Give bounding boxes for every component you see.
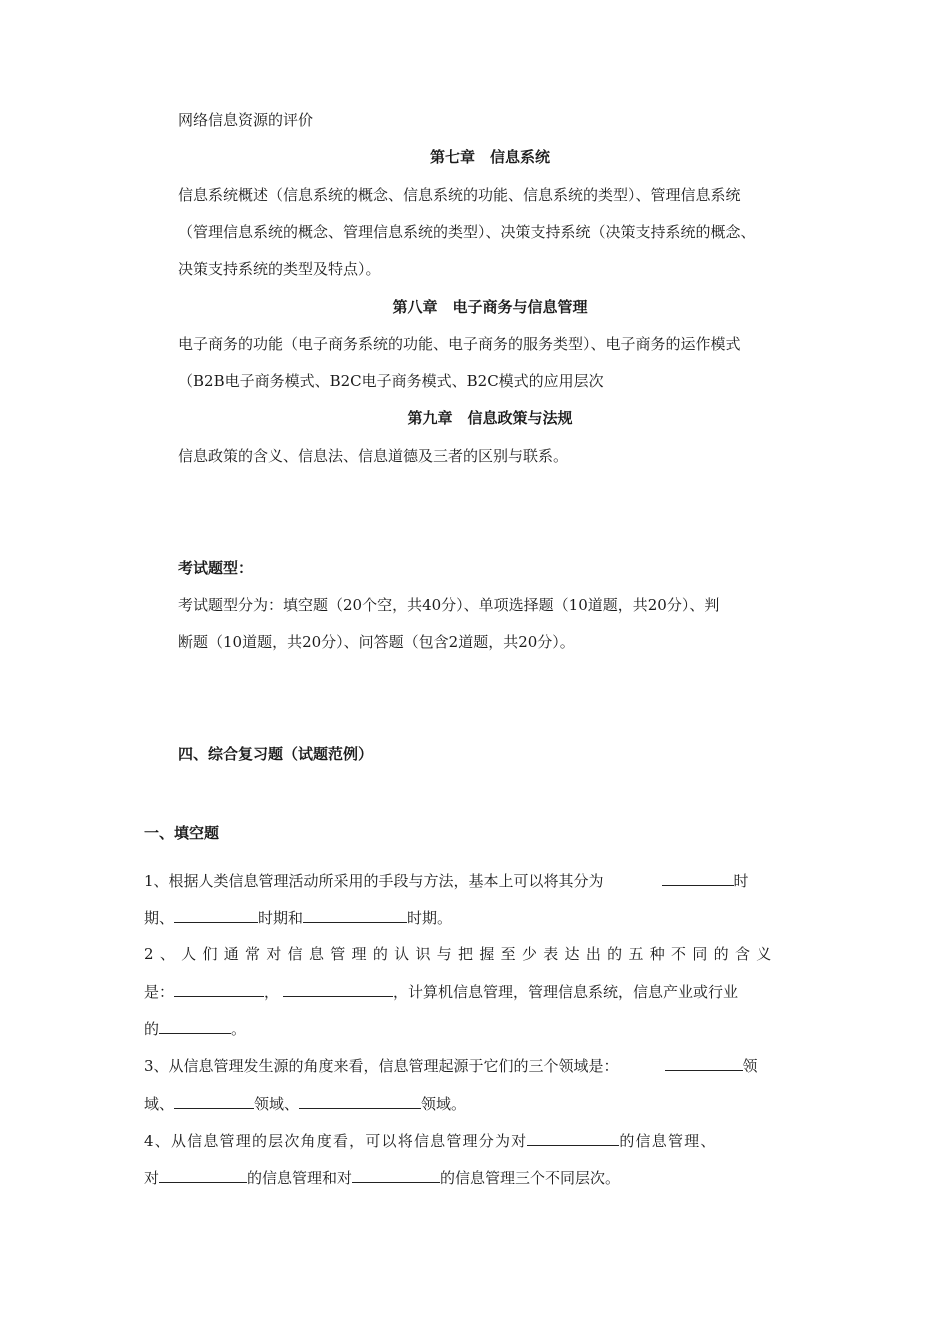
question-text: 领域。 bbox=[421, 1095, 467, 1113]
question-text: 的信息管理和对 bbox=[247, 1169, 353, 1187]
answer-blank bbox=[527, 1129, 619, 1146]
question-text: 。 bbox=[231, 1020, 247, 1038]
chapter-8-title: 第八章 电子商务与信息管理 bbox=[392, 298, 588, 316]
question-text: 的 bbox=[144, 1020, 160, 1038]
question-text: 3、从信息管理发生源的角度来看，信息管理起源于它们的三个领域是： bbox=[144, 1057, 619, 1075]
chapter-9-title: 第九章 信息政策与法规 bbox=[407, 409, 573, 427]
question-1-line-2 bbox=[144, 906, 452, 929]
question-3-line-1 bbox=[144, 1054, 758, 1077]
answer-blank bbox=[174, 980, 264, 997]
paragraph-line: 信息政策的含义、信息法、信息道德及三者的区别与联系。 bbox=[178, 447, 569, 465]
answer-blank bbox=[159, 1166, 247, 1183]
answer-blank bbox=[303, 906, 407, 923]
answer-blank bbox=[352, 1166, 440, 1183]
answer-blank bbox=[174, 1092, 254, 1109]
question-text: 领 bbox=[742, 1057, 758, 1075]
question-3-line-2 bbox=[144, 1092, 466, 1115]
paragraph-line: 电子商务的功能（电子商务系统的功能、电子商务的服务类型）、电子商务的运作模式 bbox=[178, 335, 741, 353]
question-4-line-2 bbox=[144, 1166, 620, 1189]
question-text: ， bbox=[264, 983, 280, 1001]
answer-blank bbox=[159, 1017, 231, 1034]
fill-blank-heading: 一、填空题 bbox=[144, 824, 220, 842]
question-text: 是： bbox=[144, 983, 175, 1001]
text-line: 网络信息资源的评价 bbox=[178, 111, 314, 129]
question-text: 领域、 bbox=[254, 1095, 300, 1113]
question-2-line-1: 2、人们通常对信息管理的认识与把握至少表达出的五种不同的含义 bbox=[144, 945, 778, 963]
paragraph-line: 信息系统概述（信息系统的概念、信息系统的功能、信息系统的类型）、管理信息系统 bbox=[178, 186, 741, 204]
answer-blank bbox=[283, 980, 393, 997]
question-1-line-1 bbox=[144, 869, 749, 892]
question-text: 时期和 bbox=[258, 909, 304, 927]
question-text: 域、 bbox=[144, 1095, 175, 1113]
question-text: 的信息管理、 bbox=[619, 1132, 717, 1150]
paragraph-line: 决策支持系统的类型及特点）。 bbox=[178, 260, 381, 278]
question-text: 时 bbox=[733, 872, 749, 890]
answer-blank bbox=[174, 906, 258, 923]
question-text: 期、 bbox=[144, 909, 175, 927]
question-2-line-3 bbox=[144, 1017, 246, 1040]
section-4-heading: 四、综合复习题（试题范例） bbox=[178, 745, 374, 763]
answer-blank bbox=[662, 869, 734, 886]
question-text: 1、根据人类信息管理活动所采用的手段与方法，基本上可以将其分为 bbox=[144, 872, 604, 890]
question-text: 的信息管理三个不同层次。 bbox=[440, 1169, 621, 1187]
question-text: 时期。 bbox=[407, 909, 453, 927]
paragraph-line: 断题（10道题，共20分）、问答题（包含2道题，共20分）。 bbox=[178, 633, 575, 651]
question-4-line-1 bbox=[144, 1129, 717, 1152]
question-text: ，计算机信息管理，管理信息系统，信息产业或行业 bbox=[393, 983, 739, 1001]
paragraph-line: （B2B电子商务模式、B2C电子商务模式、B2C模式的应用层次 bbox=[178, 372, 604, 390]
chapter-7-title: 第七章 信息系统 bbox=[429, 148, 550, 166]
paragraph-line: （管理信息系统的概念、管理信息系统的类型）、决策支持系统（决策支持系统的概念、 bbox=[178, 223, 756, 241]
exam-type-heading: 考试题型： bbox=[178, 559, 254, 577]
question-text: 4、从信息管理的层次角度看，可以将信息管理分为对 bbox=[144, 1132, 528, 1150]
question-text: 对 bbox=[144, 1169, 160, 1187]
paragraph-line: 考试题型分为：填空题（20个空，共40分）、单项选择题（10道题，共20分）、判 bbox=[178, 596, 720, 614]
question-2-line-2 bbox=[144, 980, 738, 1003]
answer-blank bbox=[665, 1054, 743, 1071]
answer-blank bbox=[299, 1092, 421, 1109]
